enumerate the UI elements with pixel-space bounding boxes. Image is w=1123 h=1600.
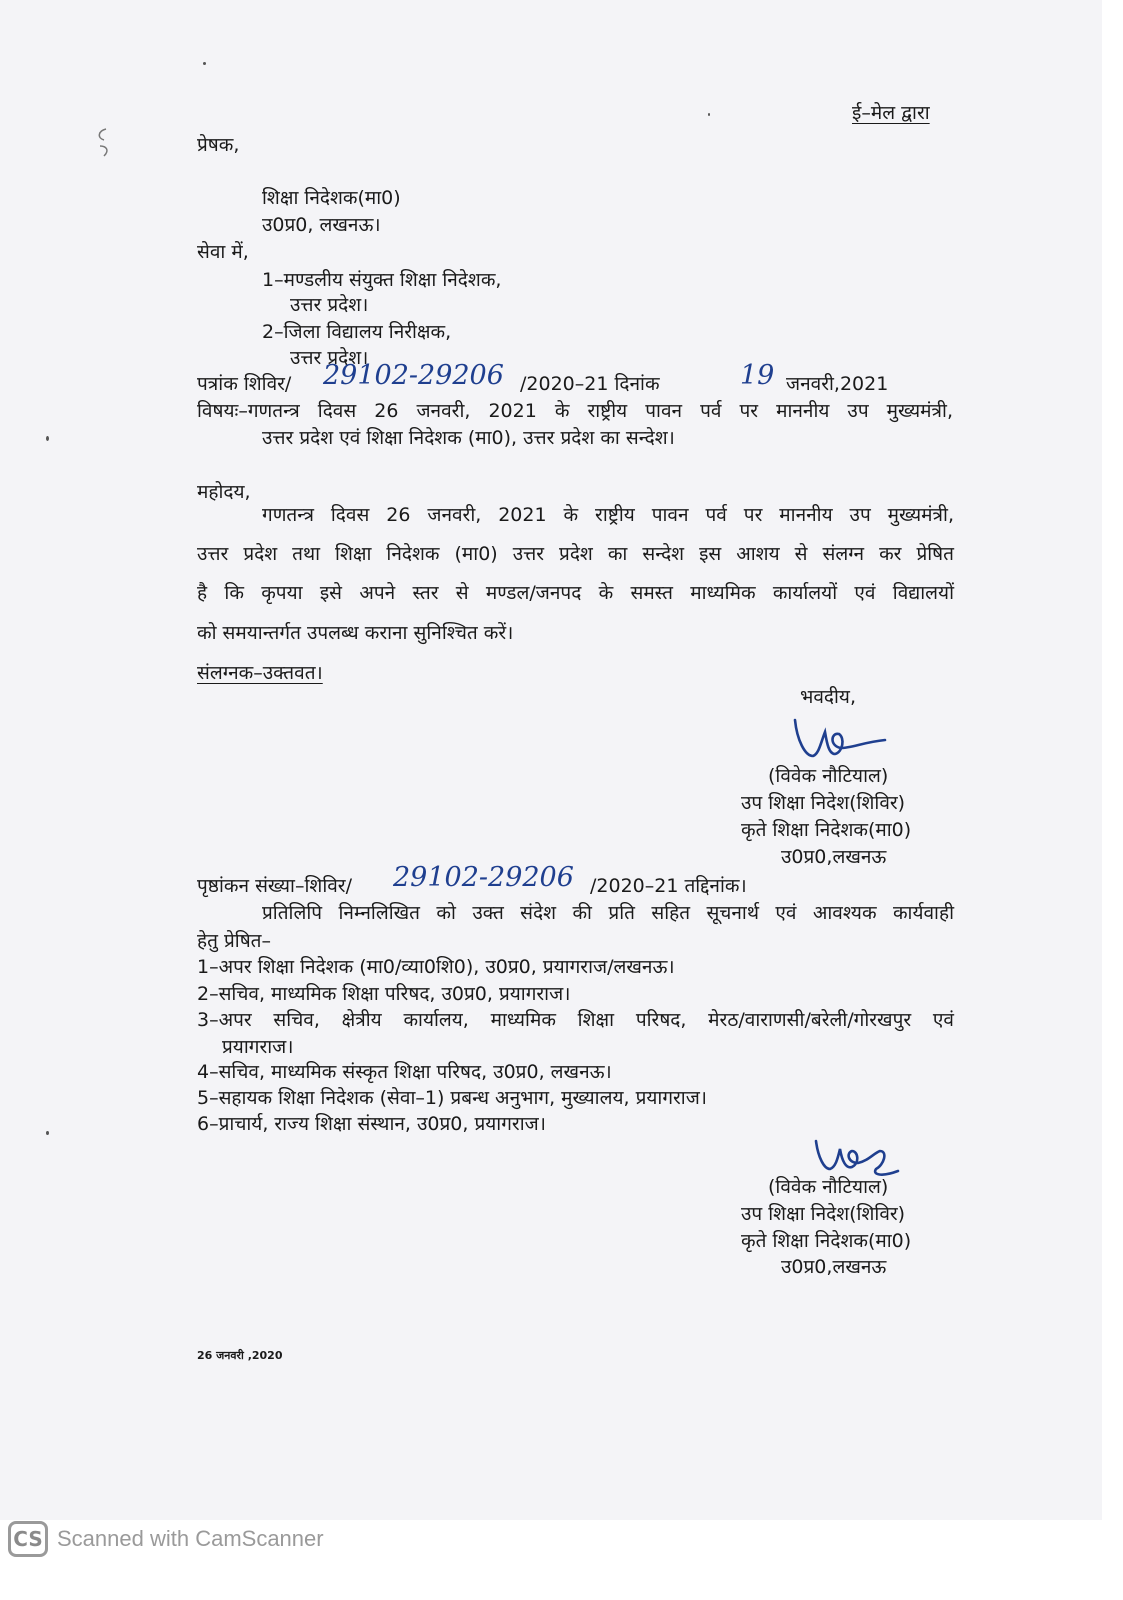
signatory-designation: उप शिक्षा निदेश(शिविर) [741,792,906,814]
subject-line: विषयः–गणतन्त्र दिवस 26 जनवरी, 2021 के राष्ट्रीय पावन पर्व पर माननीय उप मुख्यमंत्री, [197,400,953,422]
scan-speck [46,436,49,441]
scan-speck [46,1131,49,1135]
letter-ref-prefix: पत्रांक शिविर/ [197,373,292,395]
signature-mark [785,714,890,766]
endorsement-intro: हेतु प्रेषित– [197,930,272,952]
recipient-place: उत्तर प्रदेश। [290,347,369,369]
letter-ref-month-year: जनवरी,2021 [786,373,889,395]
signatory-name: (विवेक नौटियाल) [768,1176,889,1198]
endorsement-intro: प्रतिलिपि निम्नलिखित को उक्त संदेश की प्रति सहित सूचनार्थ एवं आवश्यक कार्यवाही [262,902,954,924]
signatory-for: कृते शिक्षा निदेशक(मा0) [741,1230,912,1252]
recipient-place: उत्तर प्रदेश। [290,294,369,316]
sender-label: प्रेषक, [197,134,240,156]
body-line: उत्तर प्रदेश तथा शिक्षा निदेशक (मा0) उत्तर प्रदेश का सन्देश इस आशय से संलग्न कर प्रेषित [197,543,954,565]
endorsement-number: 29102-29206 [393,862,574,893]
signatory-designation: उप शिक्षा निदेश(शिविर) [741,1203,906,1225]
copy-list-item: 3–अपर सचिव, क्षेत्रीय कार्यालय, माध्यमिक शिक्षा परिषद, मेरठ/वाराणसी/बरेली/गोरखपुर एवं [197,1009,954,1031]
body-line: को समयान्तर्गत उपलब्ध कराना सुनिश्चित करें। [197,622,514,644]
signatory-place: उ0प्र0,लखनऊ [781,846,887,868]
copy-list-item: प्रयागराज। [222,1036,294,1058]
scanner-watermark: Scanned with CamScanner [57,1526,324,1551]
recipient-title: 1–मण्डलीय संयुक्त शिक्षा निदेशक, [262,269,502,291]
body-line: है कि कृपया इसे अपने स्तर से मण्डल/जनपद के समस्त माध्यमिक कार्यालयों एवं विद्यालयों [197,582,954,604]
scan-speck [708,113,710,116]
closing: भवदीय, [800,686,856,708]
signatory-place: उ0प्र0,लखनऊ [781,1256,887,1278]
dispatch-mode: ई–मेल द्वारा [852,102,930,124]
endorsement-prefix: पृष्ठांकन संख्या–शिविर/ [197,875,352,897]
body-line: गणतन्त्र दिवस 26 जनवरी, 2021 के राष्ट्रीय पावन पर्व पर माननीय उप मुख्यमंत्री, [262,504,954,526]
salutation: महोदय, [197,481,251,503]
copy-list-item: 6–प्राचार्य, राज्य शिक्षा संस्थान, उ0प्र0, प्रयागराज। [197,1113,546,1135]
recipient-title: 2–जिला विद्यालय निरीक्षक, [262,321,452,343]
letter-ref-number: 29102-29206 [323,360,504,391]
signatory-for: कृते शिक्षा निदेशक(मा0) [741,819,912,841]
camscanner-logo-icon: CS [8,1521,48,1557]
scan-edge [1102,0,1123,1600]
enclosure-note: संलग्नक–उक्तवत। [197,662,323,684]
recipients-label: सेवा में, [197,241,249,263]
endorsement-suffix: /2020–21 तद्दिनांक। [590,875,747,897]
signatory-name: (विवेक नौटियाल) [768,765,889,787]
copy-list-item: 2–सचिव, माध्यमिक शिक्षा परिषद, उ0प्र0, प्रयागराज। [197,983,571,1005]
sender-place: उ0प्र0, लखनऊ। [262,214,381,236]
scan-speck [203,62,206,65]
sender-name: शिक्षा निदेशक(मा0) [262,187,401,209]
punch-mark-icon [92,126,118,160]
subject-line: उत्तर प्रदेश एवं शिक्षा निदेशक (मा0), उत्तर प्रदेश का सन्देश। [262,427,675,449]
copy-list-item: 5–सहायक शिक्षा निदेशक (सेवा–1) प्रबन्ध अनुभाग, मुख्यालय, प्रयागराज। [197,1087,708,1109]
footnote-date: 26 जनवरी ,2020 [197,1349,283,1362]
copy-list-item: 1–अपर शिक्षा निदेशक (मा0/व्या0शि0), उ0प्र0, प्रयागराज/लखनऊ। [197,956,675,978]
letter-ref-suffix: /2020–21 दिनांक [520,373,660,395]
letter-ref-day: 19 [740,360,775,391]
copy-list-item: 4–सचिव, माध्यमिक संस्कृत शिक्षा परिषद, उ0प्र0, लखनऊ। [197,1061,612,1083]
